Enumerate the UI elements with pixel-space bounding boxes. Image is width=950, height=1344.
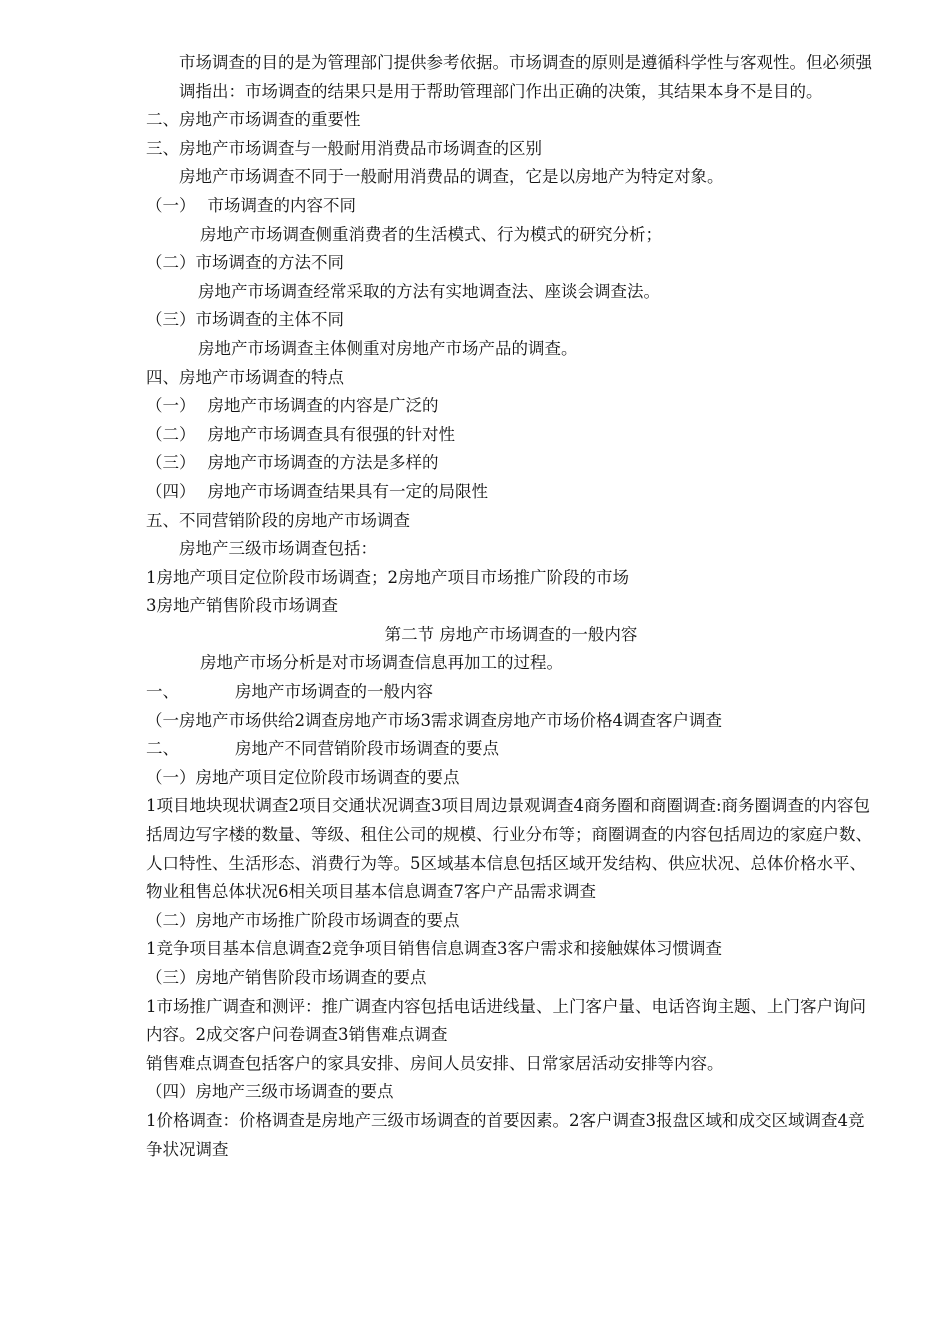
list-marker: （一） [146,195,196,215]
paragraph-difference: 房地产市场调查不同于一般耐用消费品的调查，它是以房地产为特定对象。 [179,167,724,187]
heading-general-content [146,678,876,707]
list-marker: 一、 [146,682,179,702]
list-text: 房地产市场调查的内容是广泛的 [207,396,439,416]
paragraph-stage-list: 1房地产项目定位阶段市场调查；2房地产项目市场推广阶段的市场 [146,567,629,587]
subheading-sales: （三）房地产销售阶段市场调查的要点 [146,968,427,987]
list-item-feature-2 [146,421,876,450]
paragraph-sales-difficulty: 销售难点调查包括客户的家具安排、房间人员安排、日常家居活动安排等内容。 [146,1053,724,1073]
paragraph-subject-different: 房地产市场调查主体侧重对房地产市场产品的调查。 [198,338,578,358]
paragraph-promotion: 1竞争项目基本信息调查2竞争项目销售信息调查3客户需求和接触媒体习惯调查 [146,939,722,959]
list-marker: （二） [146,424,196,444]
list-marker: （四） [146,481,196,501]
paragraph-three-level-points: 1价格调查：价格调查是房地产三级市场调查的首要因素。2客户调查3报盘区域和成交区域调查4竞争状况调查 [146,1110,865,1159]
heading-stages: 五、不同营销阶段的房地产市场调查 [146,510,410,530]
heading-features: 四、房地产市场调查的特点 [146,367,344,387]
subheading-content-different [146,192,876,221]
paragraph-method-different: 房地产市场调查经常采取的方法有实地调查法、座谈会调查法。 [198,281,660,301]
list-item-feature-3 [146,449,876,478]
paragraph-sales: 1市场推广调查和测评：推广调查内容包括电话进线量、上门客户量、电话咨询主题、上门客户询问内容。2成交客户问卷调查3销售难点调查 [146,996,866,1045]
list-text: 房地产不同营销阶段市场调查的要点 [235,739,499,759]
subheading-method-different: （二）市场调查的方法不同 [146,253,344,273]
heading-importance: 二、房地产市场调查的重要性 [146,110,361,130]
list-item-feature-1 [146,392,876,421]
list-text: 市场调查的内容不同 [207,195,356,215]
paragraph-stage-list-2: 3房地产销售阶段市场调查 [146,596,338,616]
heading-key-points [146,735,876,764]
paragraph-positioning: 1项目地块现状调查2项目交通状况调查3项目周边景观调查4商务圈和商圈调查:商务圈调查的内容包括周边写字楼的数量、等级、租住公司的规模、行业分布等；商圈调查的内容包括周边的家庭户数、人口特性、生活形态、消费行为等。5区域基本信息包括区域开发结构、供应状况、总体价格水平、物业租售总体状况6相关项目基本信息调查7客户产品需求调查 [146,796,872,902]
paragraph-general-content: （一房地产市场供给2调查房地产市场3需求调查房地产市场价格4调查客户调查 [146,710,722,730]
document-body [146,49,876,1164]
list-item-feature-4 [146,478,876,507]
heading-difference: 三、房地产市场调查与一般耐用消费品市场调查的区别 [146,138,542,158]
list-text: 房地产市场调查结果具有一定的局限性 [207,481,488,501]
list-marker: （一） [146,396,196,416]
subheading-promotion: （二）房地产市场推广阶段市场调查的要点 [146,910,460,930]
subheading-three-level: （四）房地产三级市场调查的要点 [146,1082,394,1102]
subheading-subject-different: （三）市场调查的主体不同 [146,310,344,330]
paragraph-purpose: 市场调查的目的是为管理部门提供参考依据。市场调查的原则是遵循科学性与客观性。但必须强调指出：市场调查的结果只是用于帮助管理部门作出正确的决策，其结果本身不是目的。 [179,53,872,101]
subheading-positioning: （一）房地产项目定位阶段市场调查的要点 [146,767,460,787]
list-marker: （三） [146,453,196,473]
list-text: 房地产市场调查的方法是多样的 [207,453,439,473]
section-title: 第二节 房地产市场调查的一般内容 [384,624,638,644]
list-marker: 二、 [146,739,179,759]
paragraph-three-level: 房地产三级市场调查包括： [179,539,377,559]
list-text: 房地产市场调查的一般内容 [235,682,433,702]
paragraph-content-different: 房地产市场调查侧重消费者的生活模式、行为模式的研究分析； [200,224,662,244]
list-text: 房地产市场调查具有很强的针对性 [207,424,455,444]
paragraph-analysis: 房地产市场分析是对市场调查信息再加工的过程。 [200,653,563,673]
